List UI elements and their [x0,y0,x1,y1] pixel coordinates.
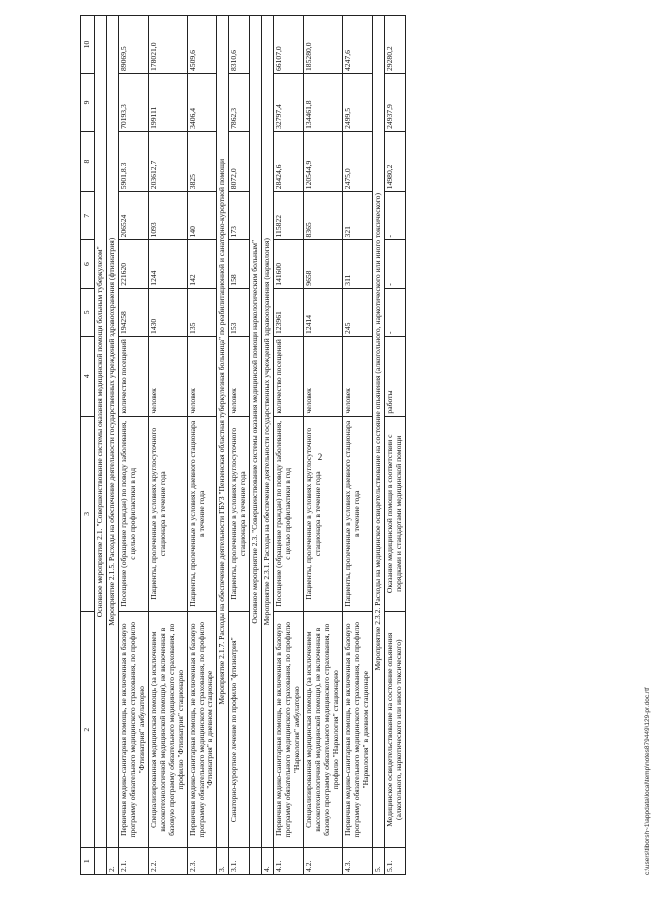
table-cell: 32797,4 [274,73,304,131]
table-cell: 3406,4 [187,73,217,131]
table-row [342,16,372,875]
table-cell: 221620 [118,240,148,288]
section-row [250,16,262,875]
table-cell: 199111 [148,73,187,131]
table-cell: 158 [229,240,250,288]
table-row [118,16,148,875]
table-cell: 8310,6 [229,16,250,74]
table-cell: Посещение (обращение граждан) по поводу заболевания, с целью профилактики в год [274,416,304,611]
section-title: Мероприятие 2.3.1. Расходы на обеспечение деятельности государственных учреждений здравоохранения (наркология) [262,16,274,848]
section-row [106,16,118,875]
table-cell: 4.1. [274,848,304,875]
table-cell: Медицинское освидетельствование на состояние опьянения (алкогольного, наркотического или иного токсического) [384,612,405,848]
table-cell: 173 [229,192,250,240]
table-cell: Оказание медицинской помощи в соответствии с порядками и стандартами медицинской помощи [384,416,405,611]
table-cell: 5.1. [384,848,405,875]
table-row [304,16,343,875]
rotated-table-page [80,15,651,875]
table-cell: человек [304,336,343,416]
table-cell: 1244 [148,240,187,288]
table-cell: 9658 [304,240,343,288]
table-cell: 4509,6 [187,16,217,74]
table-cell: 185280,0 [304,16,343,74]
table-cell: Специализированная медицинская помощь (за исключением высокотехнологичной медицинской помощи), не включенная в базовую программу обязательного медицинского страхования, по профилю "Фтизиатрия" стационарно [148,612,187,848]
section-number [250,848,262,875]
table-cell: 311 [342,240,372,288]
header-cell: 2 [81,612,95,848]
section-number: 5. [372,848,384,875]
table-row [148,16,187,875]
table-cell: Первичная медико-санитарная помощь, не включенная в базовую программу обязательного медицинского страхования, по профилю "Фтизиатрия" амбулаторно [118,612,148,848]
table-cell: 245 [342,288,372,336]
table-cell: 2.3. [187,848,217,875]
table-cell: 135 [187,288,217,336]
table-cell: 134461,8 [304,73,343,131]
table-cell: Посещение (обращение граждан) по поводу заболевания, с целью профилактики в год [118,416,148,611]
table-cell: 89069,5 [118,16,148,74]
table-cell: - [384,192,405,240]
table-cell: 24937,9 [384,73,405,131]
table-cell: 142 [187,240,217,288]
table-cell: человек [187,336,217,416]
header-cell: 8 [81,131,95,191]
table-cell: 2499,5 [342,73,372,131]
table-cell: 4.2. [304,848,343,875]
table-row [187,16,217,875]
table-cell: 3.1. [229,848,250,875]
table-cell: Санаторно-курортное лечение по профилю "фтизиатрия" [229,612,250,848]
table-cell: 120544,9 [304,131,343,191]
table-cell: 194258 [118,288,148,336]
table-cell: 141600 [274,240,304,288]
table-cell: 12414 [304,288,343,336]
table-cell: 178021,0 [148,16,187,74]
section-number: 4. [262,848,274,875]
table-cell: 4247,6 [342,16,372,74]
file-path: c:\users\tiborsh~1\appdata\local\temp\notes879449\129-pr.doc.rtf [644,687,651,875]
header-cell: 9 [81,73,95,131]
table-cell: Пациенты, пролеченные в условиях круглосуточного стационара в течение года [229,416,250,611]
section-title: Мероприятие 2.3.2. Расходы на медицинское освидетельствование на состояние опьянения (алкогольного, наркотического или иного токсического) [372,16,384,848]
header-cell: 6 [81,240,95,288]
table-cell: 1093 [148,192,187,240]
section-row [217,16,229,875]
table-cell: Пациенты, пролеченные в условиях дневного стационара в течение года [342,416,372,611]
section-title: Основное мероприятие 2.3. "Совершенствование системы оказания медицинской помощи наркологическим больным" [250,16,262,848]
table-cell: количество посещений [274,336,304,416]
table-cell: Пациенты, пролеченные в условиях дневного стационара в течение года [187,416,217,611]
table-cell: 70193,3 [118,73,148,131]
table-cell: Первичная медико-санитарная помощь, не включенная в базовую программу обязательного медицинского страхования, по профилю "Фтизиатрия" в дневном стационаре [187,612,217,848]
table-cell: человек [342,336,372,416]
section-title: Мероприятие 2.1.7. Расходы на обеспечение деятельности ГБУЗ "Пензенская областная туберкулезная больница" по реабилитационной и санаторно-курортной помощи [217,16,229,848]
table-cell: 7862,3 [229,73,250,131]
services-table [80,15,406,875]
table-cell: 1430 [148,288,187,336]
header-cell: 1 [81,848,95,875]
table-cell: - [384,288,405,336]
table-cell: 29280,2 [384,16,405,74]
page-number: 2 [317,452,323,462]
section-row [95,16,107,875]
table-cell: 321 [342,192,372,240]
section-number [95,848,107,875]
header-row [81,16,95,875]
header-cell: 10 [81,16,95,74]
table-cell: 14980,2 [384,131,405,191]
section-title: Мероприятие 2.1.5. Расходы на обеспечение деятельности государственных учреждений здравоохранения (фтизиатрия) [106,16,118,848]
table-cell: 8072,0 [229,131,250,191]
table-cell: 2.1. [118,848,148,875]
table-cell: 123961 [274,288,304,336]
table-cell: 2.2. [148,848,187,875]
table-cell: Пациенты, пролеченные в условиях круглосуточного стационара в течение года [148,416,187,611]
table-cell: Пациенты, пролеченные в условиях круглосуточного стационара в течение года [304,416,343,611]
table-cell: 8365 [304,192,343,240]
table-row [229,16,250,875]
table-cell: Специализированная медицинская помощь (за исключением высокотехнологичной медицинской помощи), не включенная в базовую программу обязательного медицинского страхования, по профилю "Наркология" стационарно [304,612,343,848]
table-cell: 66107,0 [274,16,304,74]
table-cell: 3825 [187,131,217,191]
section-row [262,16,274,875]
table-row [274,16,304,875]
section-title: Основное мероприятие 2.1. "Совершенствование системы оказания медицинской помощи больным туберкулезом" [95,16,107,848]
table-cell: 153 [229,288,250,336]
table-cell: количество посещений [118,336,148,416]
header-cell: 7 [81,192,95,240]
header-cell: 5 [81,288,95,336]
table-cell: Первичная медико-санитарная помощь, не включенная в базовую программу обязательного медицинского страхования, по профилю "Наркология" в дневном стационаре [342,612,372,848]
section-row [372,16,384,875]
table-cell: 140 [187,192,217,240]
table-cell: 4.3. [342,848,372,875]
header-cell: 3 [81,416,95,611]
table-cell: работы [384,336,405,416]
section-number: 2. [106,848,118,875]
header-cell: 4 [81,336,95,416]
table-cell: человек [148,336,187,416]
table-cell: 206524 [118,192,148,240]
table-cell: 28424,6 [274,131,304,191]
table-cell: - [384,240,405,288]
table-cell: Первичная медико-санитарная помощь, не включенная в базовую программу обязательного медицинского страхования, по профилю "Наркология" амбулаторно [274,612,304,848]
table-cell: 2475,0 [342,131,372,191]
section-number: 3. [217,848,229,875]
table-cell: человек [229,336,250,416]
table-row [384,16,405,875]
table-cell: 115822 [274,192,304,240]
table-cell: 203612,7 [148,131,187,191]
table-cell: 5901,8.3 [118,131,148,191]
